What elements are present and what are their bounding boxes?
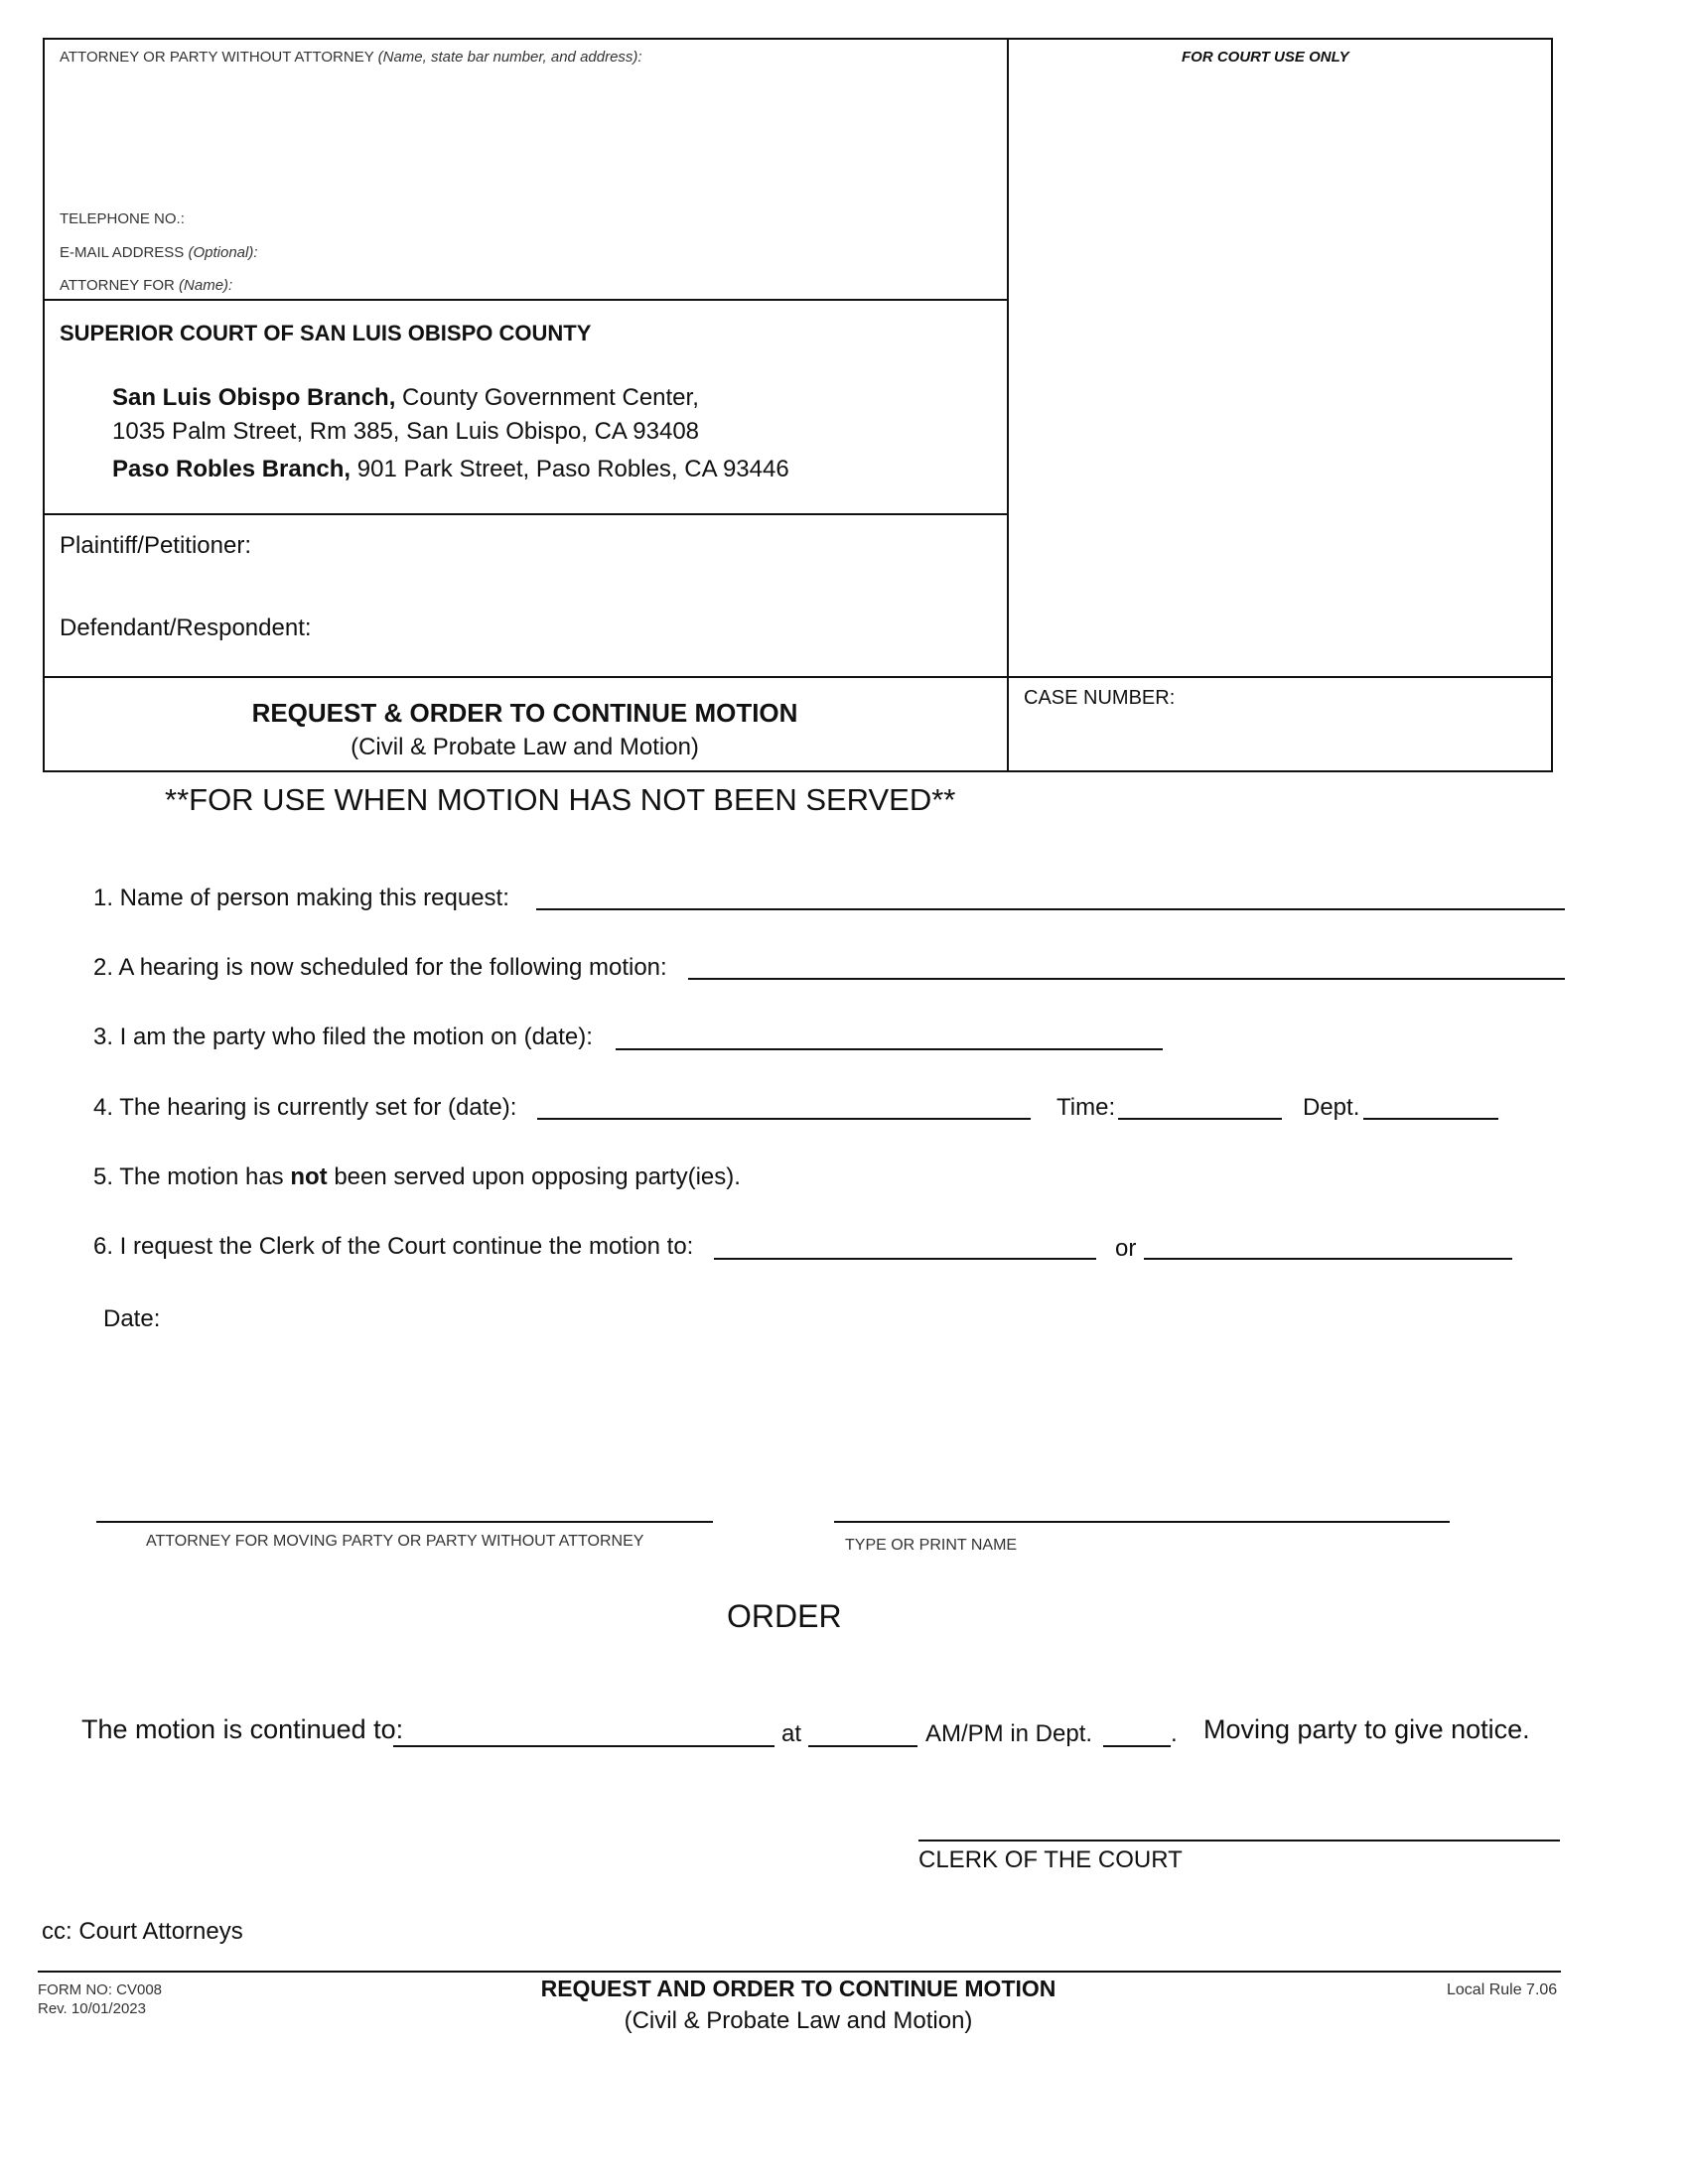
branch1-line1: San Luis Obispo Branch, County Government Center, — [112, 384, 699, 411]
item-2-field[interactable] — [688, 978, 1565, 980]
footer-title: REQUEST AND ORDER TO CONTINUE MOTION — [540, 1976, 1056, 2001]
email-label: E-MAIL ADDRESS (Optional): — [60, 244, 258, 261]
item-2-label: 2. A hearing is now scheduled for the following motion: — [93, 954, 667, 981]
item-4-date-field[interactable] — [537, 1118, 1031, 1120]
print-name-label: TYPE OR PRINT NAME — [845, 1537, 1018, 1554]
date-label: Date: — [103, 1305, 161, 1332]
form-subtitle: (Civil & Probate Law and Motion) — [351, 734, 699, 760]
attorney-for-field[interactable] — [258, 273, 973, 297]
footer-rule — [38, 1971, 1561, 1973]
item-3-label: 3. I am the party who filed the motion on (date): — [93, 1024, 593, 1050]
caption-divider-vertical — [1007, 38, 1009, 772]
item-5-text: 5. The motion has not been served upon opposing party(ies). — [93, 1163, 741, 1190]
clerk-label: CLERK OF THE COURT — [918, 1846, 1183, 1873]
footer-subtitle: (Civil & Probate Law and Motion) — [624, 2007, 973, 2034]
item-1-field[interactable] — [536, 908, 1565, 910]
divider-court-parties — [43, 513, 1007, 515]
order-at-label: at — [781, 1720, 802, 1747]
order-continued-label: The motion is continued to: — [81, 1714, 404, 1744]
footer-rev: Rev. 10/01/2023 — [38, 2000, 146, 2017]
order-time-field[interactable] — [808, 1745, 917, 1747]
date-field[interactable] — [174, 1301, 670, 1331]
attorney-signature-label: ATTORNEY FOR MOVING PARTY OR PARTY WITHOUT ATTORNEY — [146, 1533, 644, 1550]
order-dept-field[interactable] — [1103, 1745, 1171, 1747]
order-continued-date-field[interactable] — [393, 1745, 774, 1747]
order-ampm-dept-label: AM/PM in Dept. — [925, 1720, 1093, 1747]
item-4-time-label: Time: — [1056, 1094, 1116, 1121]
divider-parties-title — [43, 676, 1553, 678]
telephone-label: TELEPHONE NO.: — [60, 210, 185, 227]
court-use-label: FOR COURT USE ONLY — [1182, 49, 1349, 66]
attorney-info-field[interactable] — [60, 71, 993, 201]
item-6-label: 6. I request the Clerk of the Court continue the motion to: — [93, 1233, 694, 1260]
case-number-label: CASE NUMBER: — [1024, 687, 1176, 709]
footer-form-no: FORM NO: CV008 — [38, 1981, 163, 1998]
footer-local-rule: Local Rule 7.06 — [1447, 1981, 1558, 1998]
cc-line: cc: Court Attorneys — [42, 1918, 243, 1945]
defendant-label: Defendant/Respondent: — [60, 614, 312, 641]
court-name: SUPERIOR COURT OF SAN LUIS OBISPO COUNTY — [60, 321, 592, 345]
case-number-field[interactable] — [1024, 715, 1535, 764]
item-6-date-field[interactable] — [714, 1258, 1096, 1260]
item-3-field[interactable] — [616, 1048, 1163, 1050]
attorney-caption: ATTORNEY OR PARTY WITHOUT ATTORNEY (Name, state bar number, and address): — [60, 49, 642, 66]
form-title: REQUEST & ORDER TO CONTINUE MOTION — [251, 698, 798, 728]
item-6-or-label: or — [1115, 1235, 1137, 1262]
defendant-field[interactable] — [328, 611, 993, 640]
clerk-signature-line[interactable] — [918, 1840, 1560, 1842]
branch1-line2: 1035 Palm Street, Rm 385, San Luis Obispo, CA 93408 — [112, 418, 700, 445]
item-4-time-field[interactable] — [1118, 1118, 1282, 1120]
order-notice-text: Moving party to give notice. — [1203, 1714, 1530, 1744]
attorney-for-label: ATTORNEY FOR (Name): — [60, 277, 233, 294]
telephone-field[interactable] — [164, 206, 978, 230]
print-name-line[interactable] — [834, 1521, 1450, 1523]
item-4-label: 4. The hearing is currently set for (date): — [93, 1094, 517, 1121]
item-4-dept-label: Dept. — [1303, 1094, 1360, 1121]
branch2-line: Paso Robles Branch, 901 Park Street, Paso Robles, CA 93446 — [112, 456, 789, 482]
order-heading: ORDER — [727, 1598, 842, 1634]
plaintiff-field[interactable] — [268, 528, 993, 558]
item-6-alt-date-field[interactable] — [1144, 1258, 1512, 1260]
divider-attorney-court — [43, 299, 1007, 301]
attorney-signature-line[interactable] — [96, 1521, 713, 1523]
email-field[interactable] — [283, 240, 978, 264]
item-1-label: 1. Name of person making this request: — [93, 885, 509, 911]
plaintiff-label: Plaintiff/Petitioner: — [60, 532, 251, 559]
item-4-dept-field[interactable] — [1363, 1118, 1498, 1120]
not-served-notice: **FOR USE WHEN MOTION HAS NOT BEEN SERVED** — [165, 782, 956, 817]
order-period: . — [1171, 1720, 1178, 1747]
